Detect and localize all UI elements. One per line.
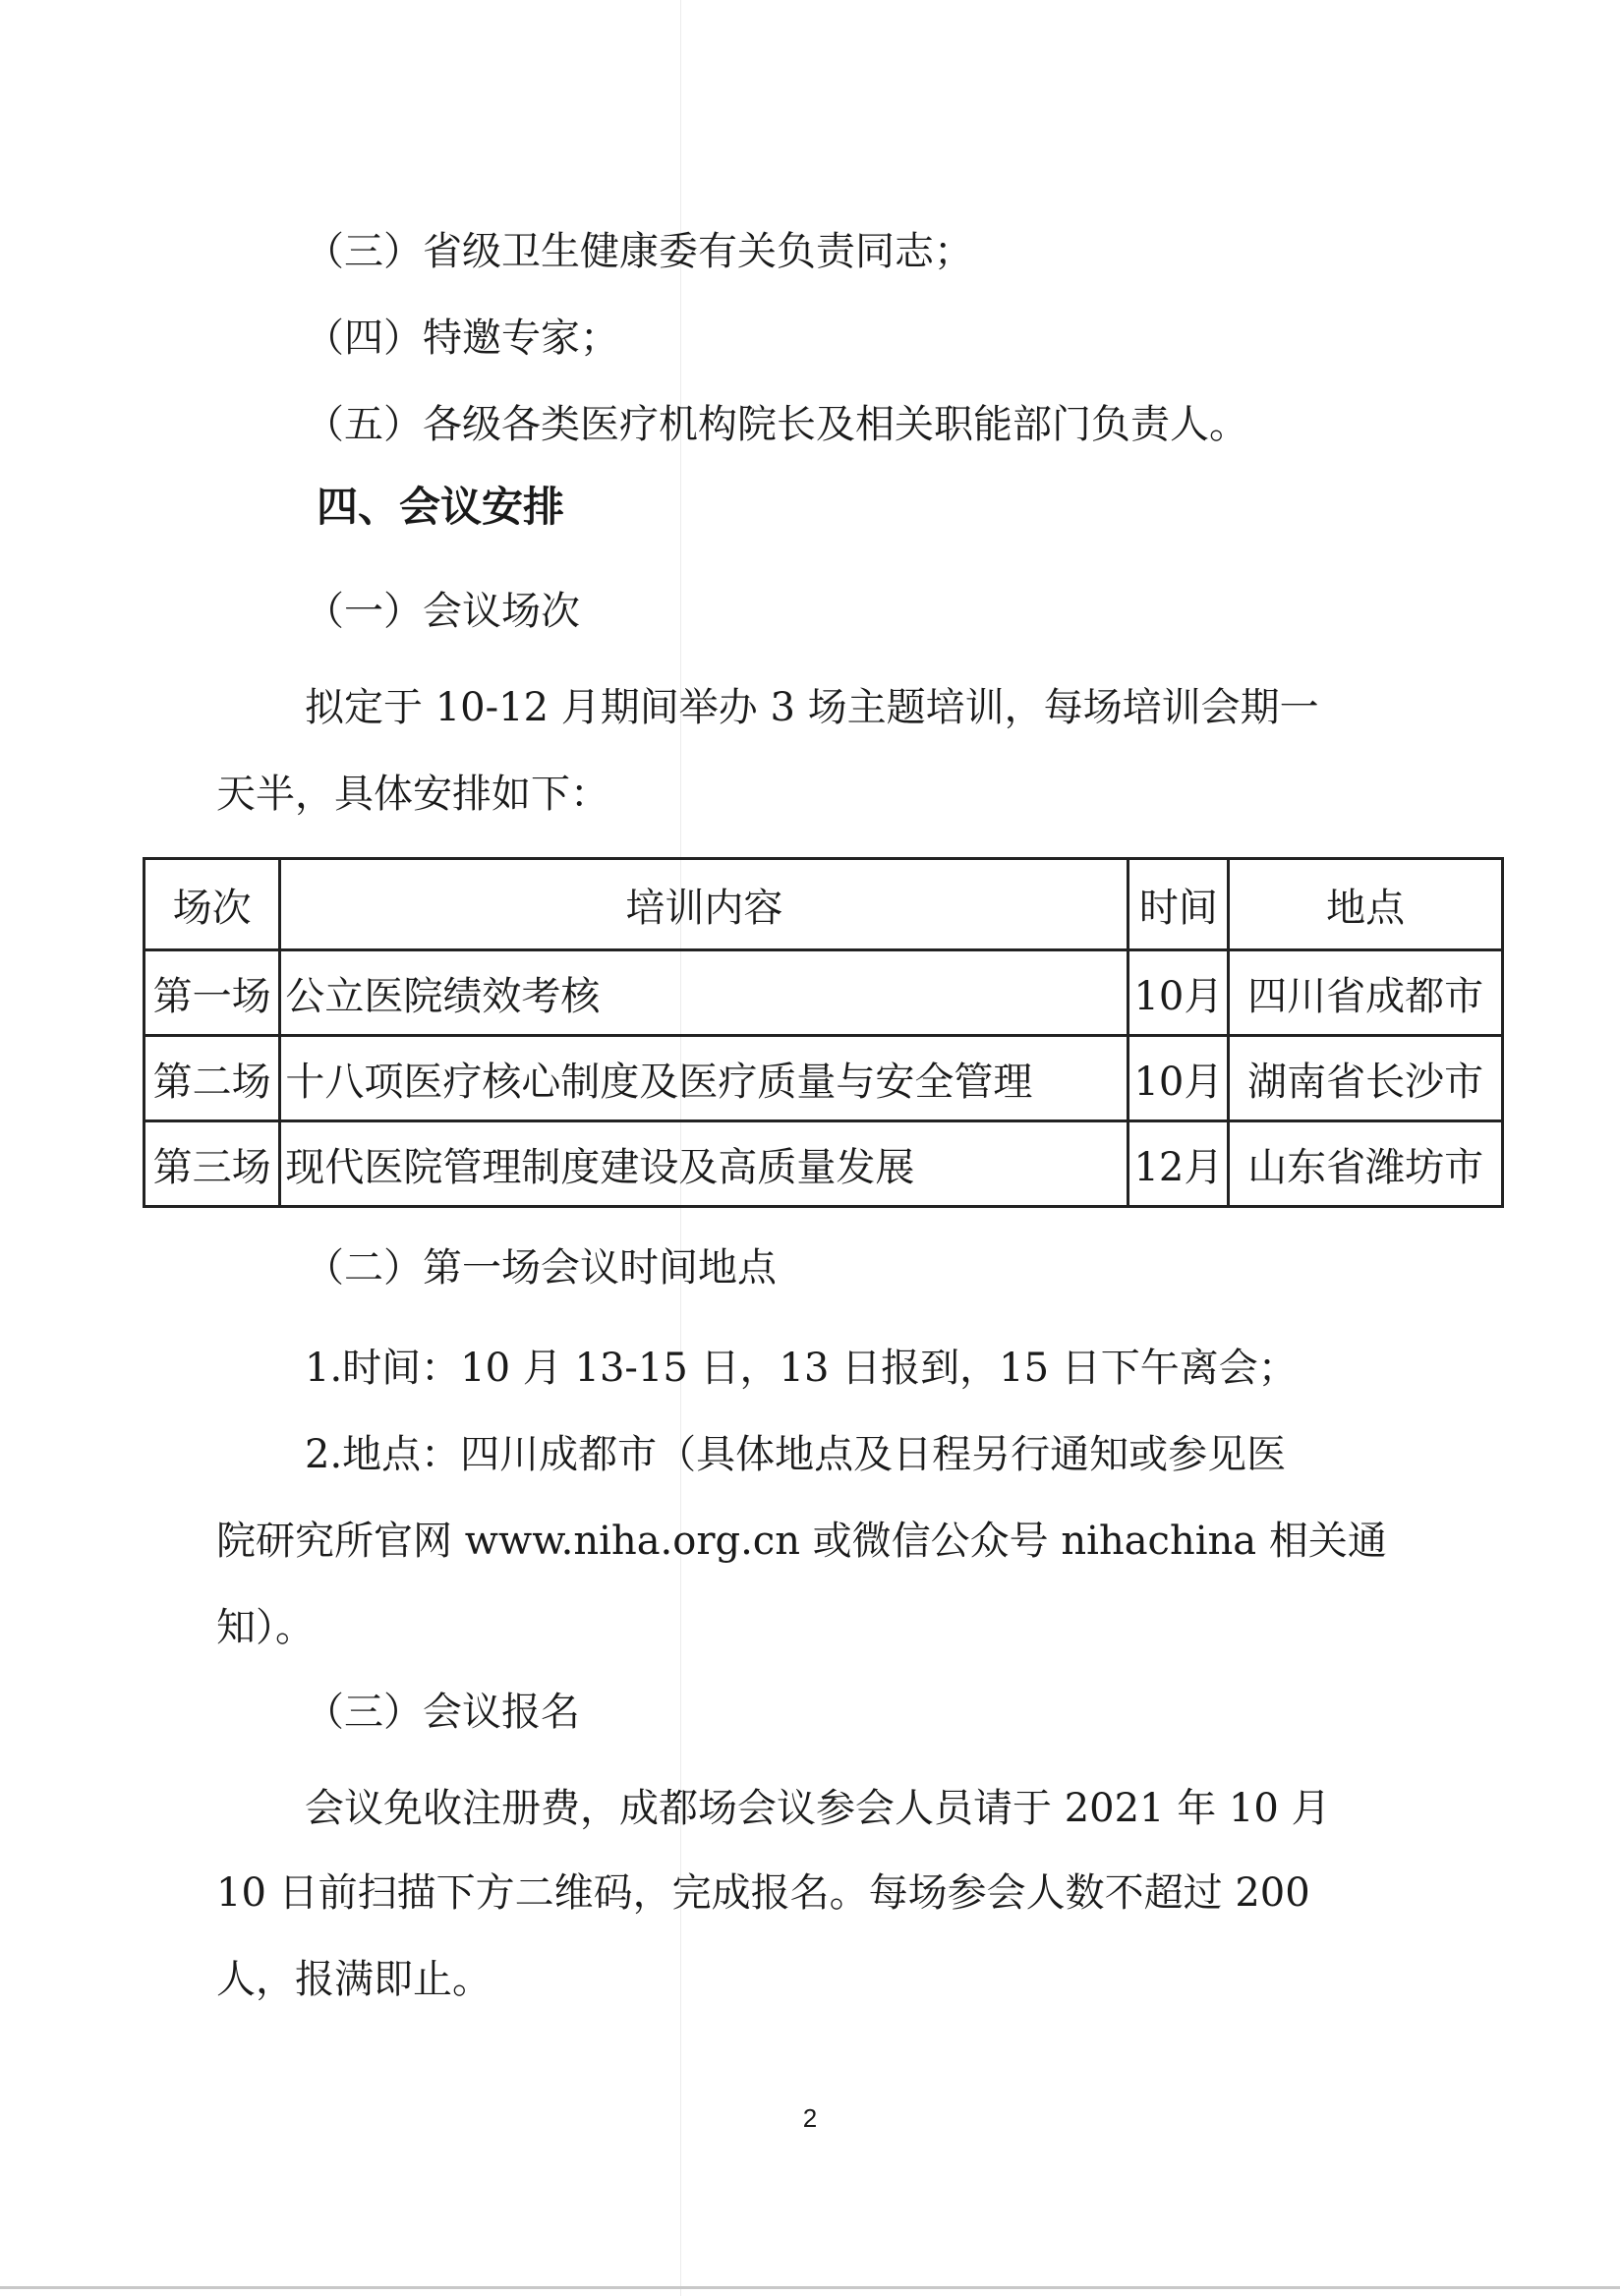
header-content: 培训内容 bbox=[280, 859, 1128, 950]
subsection-2-place-line-1: 2.地点：四川成都市（具体地点及日程另行通知或参见医 bbox=[305, 1432, 1287, 1477]
cell-content: 现代医院管理制度建设及高质量发展 bbox=[280, 1121, 1128, 1207]
scan-bottom-edge bbox=[0, 2286, 1620, 2289]
list-item-3: （三）省级卫生健康委有关负责同志； bbox=[305, 229, 973, 274]
cell-content: 公立医院绩效考核 bbox=[280, 950, 1128, 1036]
cell-content: 十八项医疗核心制度及医疗质量与安全管理 bbox=[280, 1036, 1128, 1121]
header-place: 地点 bbox=[1229, 859, 1503, 950]
subsection-1-title: （一）会议场次 bbox=[305, 589, 580, 634]
subsection-2-place-line-2: 院研究所官网 www.niha.org.cn 或微信公众号 nihachina 相关通 bbox=[216, 1519, 1387, 1564]
cell-time: 10月 bbox=[1128, 950, 1229, 1036]
subsection-2-place-line-3: 知）。 bbox=[216, 1605, 315, 1650]
table-row bbox=[145, 1121, 1503, 1207]
cell-place: 山东省潍坊市 bbox=[1229, 1121, 1503, 1207]
cell-time: 12月 bbox=[1128, 1121, 1229, 1207]
subsection-1-para-line-2: 天半，具体安排如下： bbox=[216, 772, 609, 817]
cell-session: 第三场 bbox=[145, 1121, 280, 1207]
cell-session: 第一场 bbox=[145, 950, 280, 1036]
table-row bbox=[145, 1036, 1503, 1121]
subsection-3-line-2: 10 日前扫描下方二维码，完成报名。每场参会人数不超过 200 bbox=[216, 1870, 1310, 1916]
subsection-3-title: （三）会议报名 bbox=[305, 1690, 580, 1735]
subsection-1-para-line-1: 拟定于 10-12 月期间举办 3 场主题培训，每场培训会期一 bbox=[305, 685, 1319, 730]
cell-time: 10月 bbox=[1128, 1036, 1229, 1121]
subsection-3-line-3: 人，报满即止。 bbox=[216, 1957, 492, 2002]
subsection-3-line-1: 会议免收注册费，成都场会议参会人员请于 2021 年 10 月 bbox=[305, 1786, 1331, 1831]
cell-session: 第二场 bbox=[145, 1036, 280, 1121]
schedule-table bbox=[143, 857, 1504, 1208]
page-number: 2 bbox=[802, 2103, 818, 2133]
header-time: 时间 bbox=[1128, 859, 1229, 950]
cell-place: 湖南省长沙市 bbox=[1229, 1036, 1503, 1121]
list-item-5: （五）各级各类医疗机构院长及相关职能部门负责人。 bbox=[305, 402, 1248, 447]
section-heading: 四、会议安排 bbox=[317, 483, 565, 531]
table-row bbox=[145, 950, 1503, 1036]
subsection-2-time: 1.时间：10 月 13-15 日，13 日报到，15 日下午离会； bbox=[305, 1346, 1298, 1391]
header-session: 场次 bbox=[145, 859, 280, 950]
list-item-4: （四）特邀专家； bbox=[305, 316, 619, 361]
table-header-row bbox=[145, 859, 1503, 950]
subsection-2-title: （二）第一场会议时间地点 bbox=[305, 1245, 777, 1291]
cell-place: 四川省成都市 bbox=[1229, 950, 1503, 1036]
